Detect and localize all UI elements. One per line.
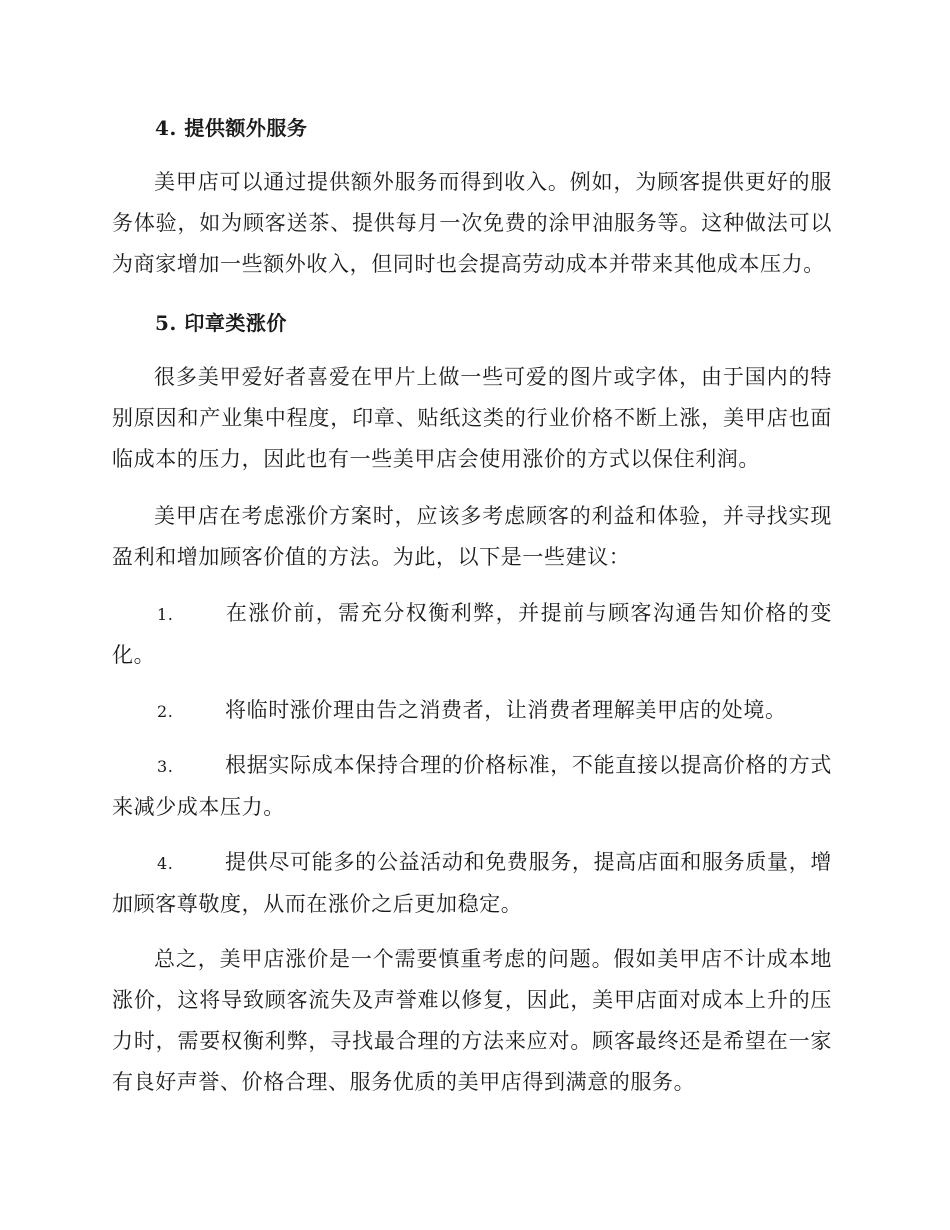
suggestion-number: 4. [157, 854, 174, 873]
section-4-heading: 4. 提供额外服务 [155, 116, 308, 140]
suggestion-item-2 [112, 690, 832, 732]
section-5-paragraph: 很多美甲爱好者喜爱在甲片上做一些可爱的图片或字体，由于国内的特别原因和产业集中程度，印章、贴纸这类的行业价格不断上涨，美甲店也面临成本的压力，因此也有一些美甲店会使用涨价的方式以保住利润。 [112, 365, 832, 471]
suggestion-text: 将临时涨价理由告之消费者，让消费者理解美甲店的处境。 [225, 698, 787, 722]
section-4-paragraph: 美甲店可以通过提供额外服务而得到收入。例如，为顾客提供更好的服务体验，如为顾客送茶、提供每月一次免费的涂甲油服务等。这种做法可以为商家增加一些额外收入，但同时也会提高劳动成本并带来其他成本压力。 [112, 170, 832, 276]
intro-paragraph: 美甲店在考虑涨价方案时，应该多考虑顾客的利益和体验，并寻找实现盈利和增加顾客价值的方法。为此，以下是一些建议： [112, 504, 832, 569]
suggestion-item-4 [112, 842, 832, 925]
suggestion-text: 在涨价前，需充分权衡利弊，并提前与顾客沟通告知价格的变化。 [112, 601, 832, 667]
suggestion-number: 2. [157, 702, 174, 721]
suggestion-text: 提供尽可能多的公益活动和免费服务，提高店面和服务质量，增加顾客尊敬度，从而在涨价之后更加稳定。 [112, 850, 832, 916]
suggestion-item-3 [112, 745, 832, 828]
section-5-heading: 5. 印章类涨价 [155, 311, 287, 335]
suggestion-item-1 [112, 593, 832, 676]
suggestion-text: 根据实际成本保持合理的价格标准，不能直接以提高价格的方式来减少成本压力。 [112, 753, 832, 819]
conclusion-paragraph: 总之，美甲店涨价是一个需要慎重考虑的问题。假如美甲店不计成本地涨价，这将导致顾客流失及声誉难以修复，因此，美甲店面对成本上升的压力时，需要权衡利弊，寻找最合理的方法来应对。顾客最终还是希望在一家有良好声誉、价格合理、服务优质的美甲店得到满意的服务。 [112, 947, 832, 1094]
suggestion-number: 1. [157, 605, 174, 624]
suggestion-number: 3. [157, 757, 174, 776]
